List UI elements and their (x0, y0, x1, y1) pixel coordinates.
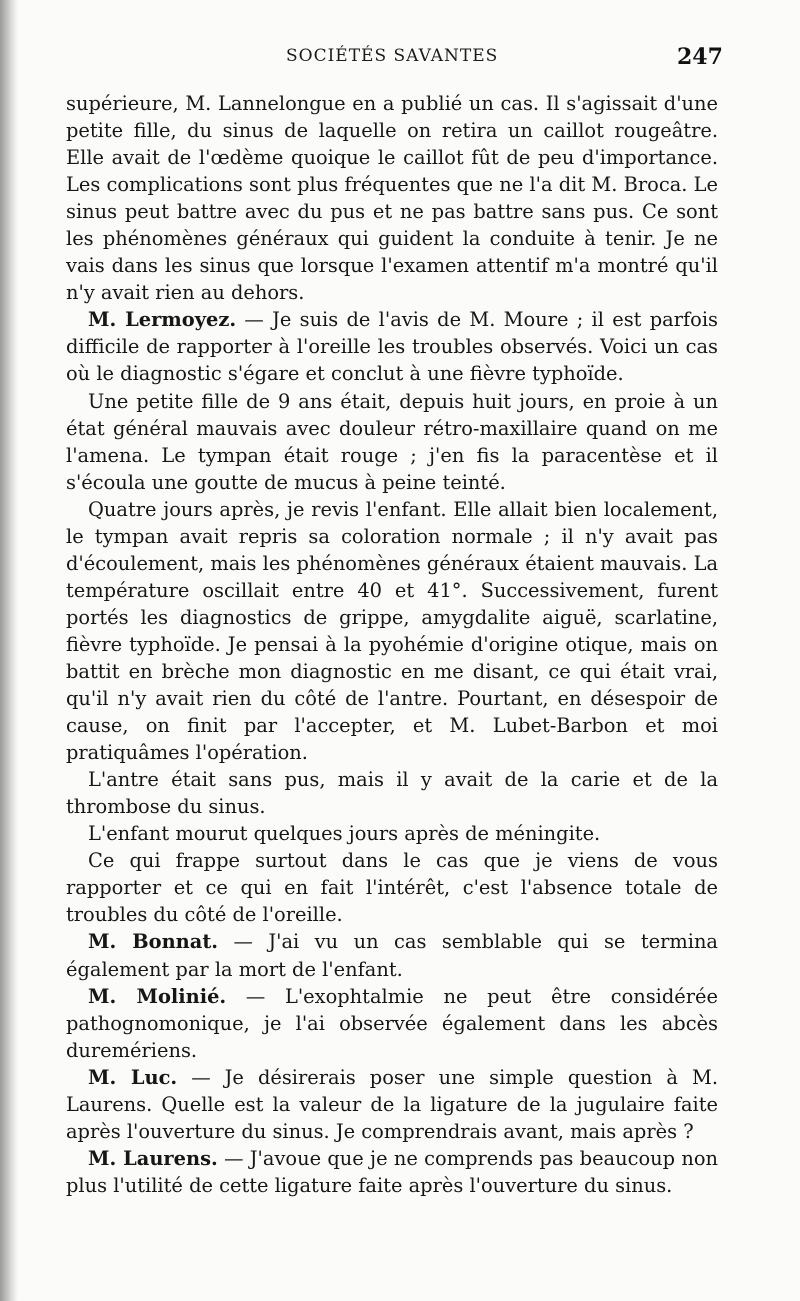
paragraph-lermoyez (66, 306, 718, 387)
paragraph-continuation (66, 90, 718, 306)
speaker-name: M. Molinié. (88, 984, 227, 1008)
speaker-name: M. Bonnat. (88, 930, 219, 954)
paragraph-laurens (66, 1145, 718, 1199)
paragraph (66, 496, 718, 766)
paragraph-bonnat (66, 928, 718, 982)
paragraph-text: Ce qui frappe surtout dans le cas que je viens de vous rapporter et ce qui en fait l'intérêt, c'est l'absence totale de troubles du côté de l'oreille. (66, 849, 718, 927)
paragraph (66, 766, 718, 820)
page-number: 247 (677, 44, 723, 70)
paragraph-text: Une petite fille de 9 ans était, depuis huit jours, en proie à un état général mauvais avec douleur rétro-maxillaire quand on me l'amena. Le tympan était rouge ; j'en fis la paracentèse et il s'écoula une goutte de mucus à peine teinté. (66, 389, 718, 494)
speaker-name: M. Lermoyez. (88, 308, 237, 332)
paragraph-text: Quatre jours après, je revis l'enfant. Elle allait bien localement, le tympan avait repris sa coloration normale ; il n'y avait pas d'écoulement, mais les phénomènes généraux étaient mauvais. La température oscillait entre 40 et 41°. Successivement, furent portés les diagnostics de grippe, amygdalite aiguë, scarlatine, fièvre typhoïde. Je pensai à la pyohémie d'origine otique, mais on battit en brèche mon diagnostic en me disant, ce qui était vrai, qu'il n'y avait rien du côté de l'antre. Pourtant, en désespoir de cause, on finit par l'accepter, et M. Lubet-Barbon et moi pratiquâmes l'opération. (66, 497, 719, 765)
page-gutter-shadow (0, 0, 18, 1301)
paragraph-text: — Je suis de l'avis de M. Moure ; il est parfois difficile de rapporter à l'oreille les troubles observés. Voici un cas où le diagnostic s'égare et conclut à une fièvre typhoïde. (66, 308, 718, 386)
paragraph-text: L'antre était sans pus, mais il y avait de la carie et de la thrombose du sinus. (66, 768, 718, 819)
paragraph-text: — L'exophtalmie ne peut être considérée pathognomonique, je l'ai observée également dans les abcès duremériens. (66, 984, 718, 1062)
paragraph-text: supérieure, M. Lannelongue en a publié un cas. Il s'agissait d'une petite fille, du sinus de laquelle on retira un caillot rougeâtre. Elle avait de l'œdème quoique le caillot fût de peu d'importance. Les complications sont plus fréquentes que ne l'a dit M. Broca. Le sinus peut battre avec du pus et ne pas battre sans pus. Ce sont les phénomènes généraux qui guident la conduite à tenir. Je ne vais dans les sinus que lorsque l'examen attentif m'a montré qu'il n'y avait rien au dehors. (66, 92, 718, 305)
paragraph-luc (66, 1064, 718, 1145)
paragraph-text: L'enfant mourut quelques jours après de méningite. (88, 822, 601, 846)
paragraph (66, 388, 718, 496)
running-head: SOCIÉTÉS SAVANTES (286, 46, 499, 66)
paragraph-molinie (66, 983, 718, 1064)
speaker-name: M. Luc. (88, 1065, 178, 1089)
paragraph (66, 820, 718, 847)
paragraph-text: — Je désirerais poser une simple question à M. Laurens. Quelle est la valeur de la ligature de la jugulaire faite après l'ouverture du sinus. Je comprendrais avant, mais après ? (66, 1065, 718, 1143)
body-text (66, 90, 718, 1199)
speaker-name: M. Laurens. (88, 1146, 218, 1170)
paragraph (66, 847, 718, 928)
paragraph-text: — J'ai vu un cas semblable qui se termina également par la mort de l'enfant. (66, 930, 718, 981)
paragraph-text: — J'avoue que je ne comprends pas beaucoup non plus l'utilité de cette ligature faite après l'ouverture du sinus. (66, 1146, 718, 1197)
